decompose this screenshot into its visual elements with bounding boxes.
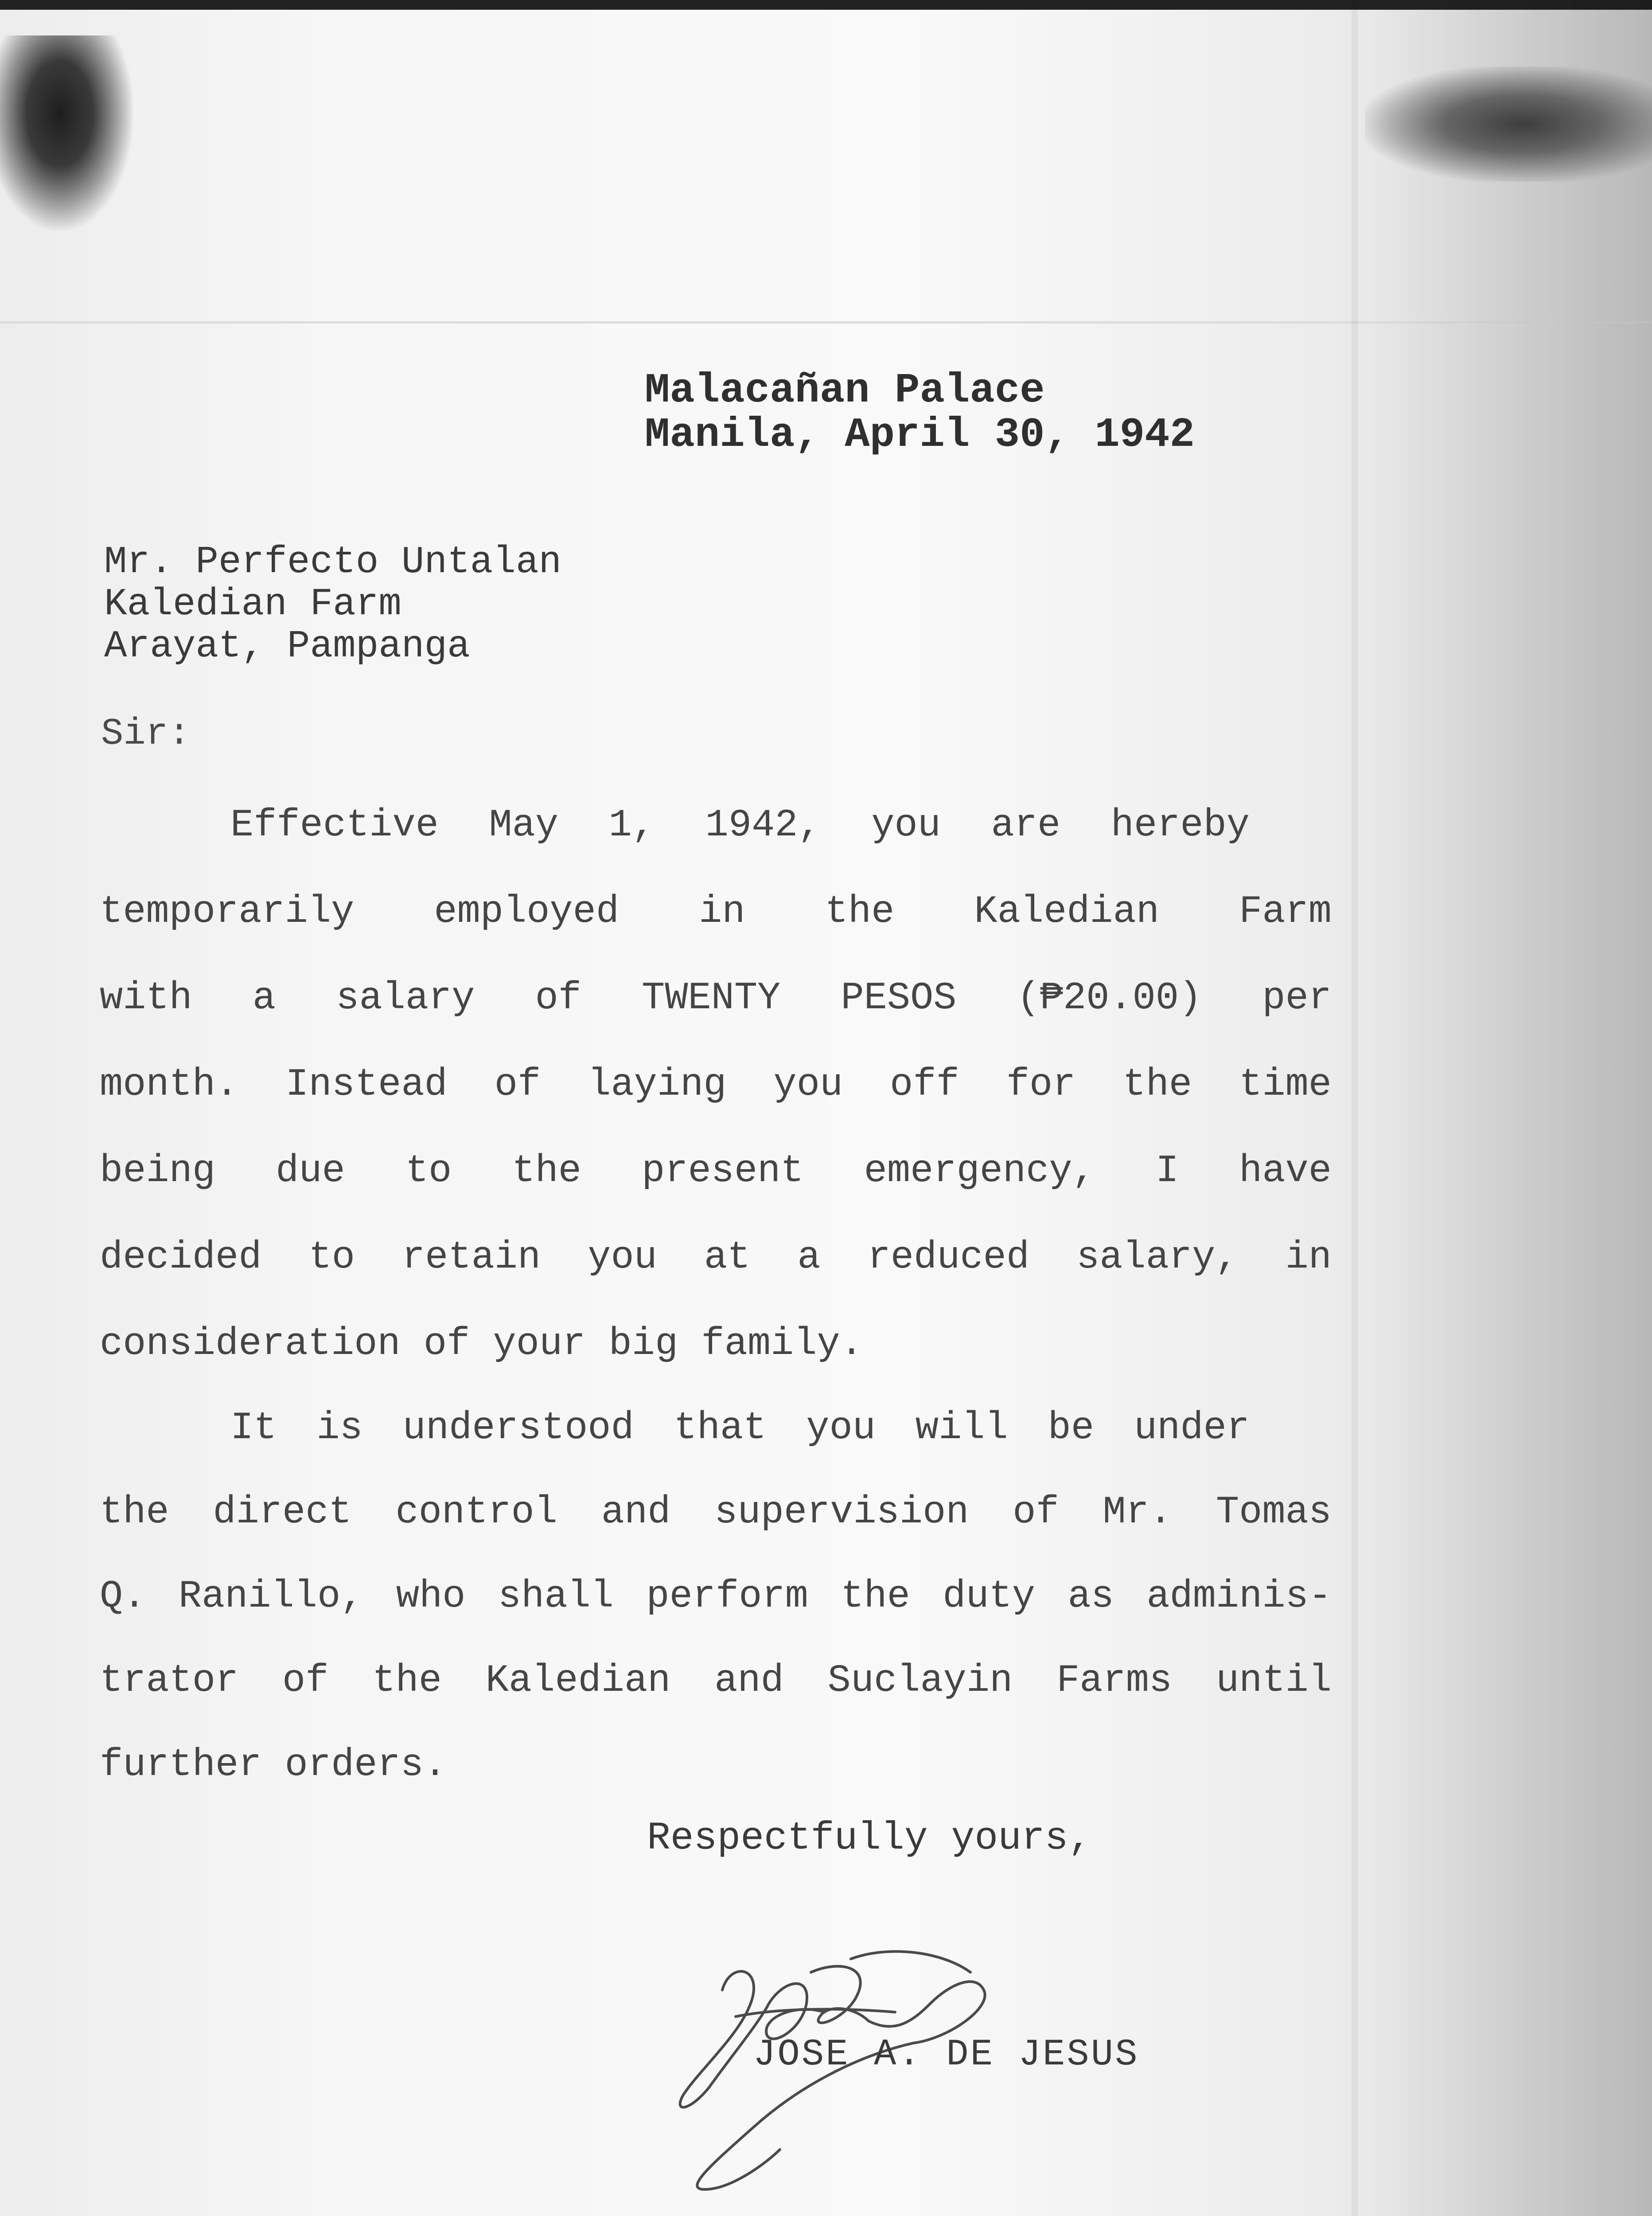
salutation: Sir:: [101, 713, 191, 755]
signatory-name: JOSE A. DE JESUS: [753, 2034, 1139, 2076]
paragraph-1-line: with a salary of TWENTY PESOS (₱20.00) per: [100, 977, 1332, 1020]
recipient-name: Mr. Perfecto Untalan: [104, 540, 562, 584]
paper-crease: [1352, 0, 1358, 2216]
paragraph-1-line: consideration of your big family.: [100, 1323, 863, 1366]
letter-heading-place: Malacañan Palace: [645, 367, 1045, 414]
closing: Respectfully yours,: [647, 1817, 1092, 1861]
paragraph-1-line: decided to retain you at a reduced salary, in: [100, 1236, 1332, 1280]
paragraph-1-line: temporarily employed in the Kaledian Farm: [100, 890, 1332, 934]
scan-shadow: [1368, 0, 1652, 2216]
paragraph-2-line: Q. Ranillo, who shall perform the duty as adminis-: [100, 1575, 1332, 1619]
recipient-farm: Kaledian Farm: [104, 582, 401, 626]
paragraph-2-line: further orders.: [100, 1744, 447, 1787]
letter-heading-date: Manila, April 30, 1942: [645, 412, 1195, 459]
paragraph-1-line: being due to the present emergency, I have: [100, 1150, 1332, 1193]
paragraph-2-line: It is understood that you will be under: [230, 1407, 1250, 1450]
ink-smudge-right: [1365, 66, 1652, 182]
paragraph-1-line: month. Instead of laying you off for the time: [100, 1063, 1332, 1107]
ink-smudge-left: [0, 35, 133, 230]
handwritten-signature-icon: [665, 1941, 1170, 2216]
paragraph-2-line: trator of the Kaledian and Suclayin Farms until: [100, 1659, 1332, 1703]
paragraph-2-line: the direct control and supervision of Mr. Tomas: [100, 1491, 1332, 1534]
recipient-location: Arayat, Pampanga: [104, 624, 470, 668]
paragraph-1-line: Effective May 1, 1942, you are hereby: [230, 804, 1250, 847]
